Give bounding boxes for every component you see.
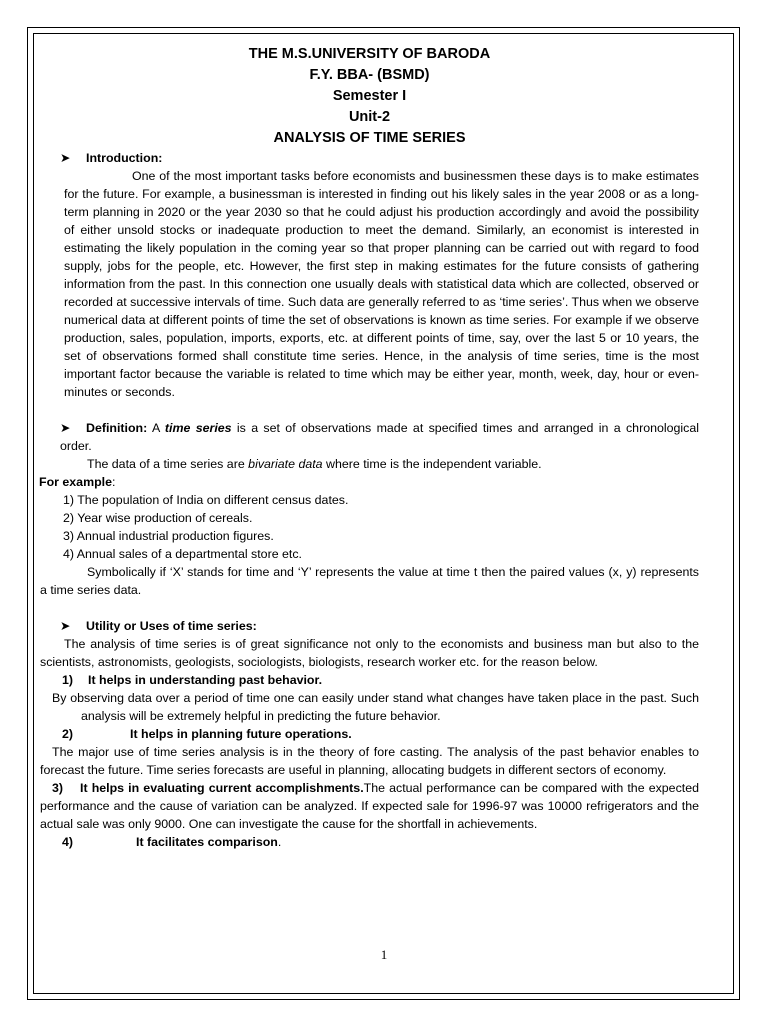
arrowhead-bullet-icon: ➤ bbox=[60, 619, 71, 633]
use-item-2-title-row bbox=[40, 725, 699, 743]
use-item-4-title: It facilitates comparison bbox=[136, 835, 278, 849]
use-item-2-num: 2) bbox=[62, 727, 74, 741]
use-item-2-text: The major use of time series analysis is in the theory of fore casting. The analysis of the past behavior enables to forecast the future. Time series forecasts are useful in planning, allocating budgets in different sectors of economy. bbox=[40, 745, 699, 777]
page-number: 1 bbox=[380, 947, 388, 962]
bivariate-post: where time is the independent variable. bbox=[326, 457, 542, 471]
examples-colon: : bbox=[112, 475, 116, 489]
header-semester: Semester I bbox=[332, 88, 407, 104]
use-item-1-num: 1) bbox=[62, 673, 74, 687]
use-item-4-title-row bbox=[40, 833, 699, 851]
use-item-2-title: It helps in planning future operations. bbox=[130, 727, 352, 741]
use-item-3-num: 3) bbox=[52, 781, 64, 795]
use-item-1-title: It helps in understanding past behavior. bbox=[88, 673, 323, 687]
use-item-1-text: By observing data over a period of time one can easily under stand what changes have taken place in the past. Such analysis will be extremely helpful in predicting the future behavior. bbox=[52, 691, 699, 723]
examples-heading-row bbox=[39, 473, 699, 491]
bivariate-line bbox=[40, 455, 699, 473]
use-item-3-text: The actual performance can be compared with the expected performance and the cause of variation can be analyzed. If expected sale for 1996-97 was 10000 refrigerators and the actual sale was only 9000. One can investigate the cause for the shortfall in achievements. bbox=[40, 781, 699, 831]
symbolic-paragraph: Symbolically if ‘X’ stands for time and ‘Y’ represents the value at time t then the paired values (x, y) represents a time series data. bbox=[40, 565, 699, 597]
use-item-4-period: . bbox=[277, 835, 282, 849]
example-item: 1) The population of India on different census dates. bbox=[63, 493, 349, 507]
example-item: 3) Annual industrial production figures. bbox=[63, 529, 274, 543]
arrowhead-bullet-icon: ➤ bbox=[60, 421, 71, 435]
uses-heading: Utility or Uses of time series: bbox=[86, 619, 257, 633]
definition-row bbox=[40, 419, 699, 455]
use-item-4-num: 4) bbox=[62, 835, 74, 849]
example-item: 4) Annual sales of a departmental store etc. bbox=[63, 547, 303, 561]
bivariate-term: bivariate data bbox=[248, 457, 323, 471]
uses-paragraph: The analysis of time series is of great significance not only to the economists and business man but also to the scientists, astronomists, geologists, sociologists, biologists, research worker etc. for the reason below. bbox=[40, 637, 699, 669]
header-university: THE M.S.UNIVERSITY OF BARODA bbox=[248, 46, 491, 62]
definition-rest: is a set of observations made at specified times and arranged in a chronological order. bbox=[60, 421, 700, 453]
intro-heading: Introduction: bbox=[86, 151, 163, 165]
definition-a: A bbox=[151, 421, 160, 435]
uses-heading-row bbox=[60, 617, 699, 635]
intro-heading-row bbox=[60, 149, 699, 167]
header-course: F.Y. BBA- (BSMD) bbox=[309, 67, 430, 83]
header-title: ANALYSIS OF TIME SERIES bbox=[273, 130, 466, 146]
use-item-3-title: It helps in evaluating current accomplishments. bbox=[80, 781, 364, 795]
example-item: 2) Year wise production of cereals. bbox=[63, 511, 253, 525]
examples-heading: For example bbox=[39, 475, 112, 489]
definition-term: time series bbox=[164, 421, 232, 435]
use-item-1-title-row bbox=[40, 671, 699, 689]
header-unit: Unit-2 bbox=[348, 109, 391, 125]
arrowhead-bullet-icon: ➤ bbox=[60, 151, 71, 165]
intro-paragraph: One of the most important tasks before economists and businessmen these days is to make estimates for the future. For example, a businessman is interested in finding out his likely sales in the year 2008 or as a long-term planning in 2020 or the year 2030 so that he could adjust his production accordingly and avoid the possibility of either unsold stocks or inadequate production to meet the demand. Similarly, an economist is interested in estimating the likely population in the coming year so that proper planning can be carried out with regard to food supply, jobs for the people, etc. However, the first step in making estimates for the future consists of gathering information from the past. In this connection one usually deals with statistical data which are collected, observed or recorded at successive intervals of time. Such data are generally referred to as ‘time series’. Thus when we observe numerical data at different points of time the set of observations is known as time series. For example if we observe production, sales, population, imports, exports, etc. at different points of time, say, over the last 5 or 10 years, the set of observations formed shall constitute time series. Hence, in the analysis of time series, time is the most important factor because the variable is related to time which may be either year, month, week, day, hour or even- minutes or seconds. bbox=[64, 169, 699, 399]
bivariate-pre: The data of a time series are bbox=[87, 457, 245, 471]
page-content bbox=[40, 44, 699, 851]
definition-label: Definition: bbox=[86, 421, 148, 435]
use-item-3-row bbox=[40, 779, 699, 833]
